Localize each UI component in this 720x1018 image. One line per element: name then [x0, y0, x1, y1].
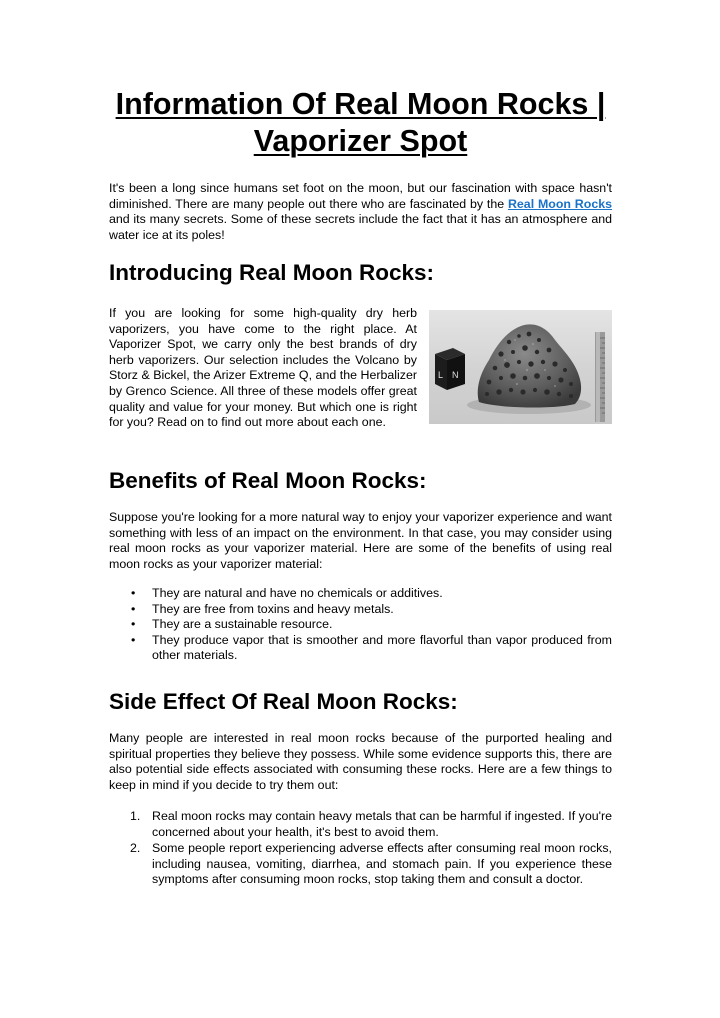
ruler-icon [595, 332, 605, 422]
moon-rock-illustration [429, 310, 612, 424]
benefits-body [109, 510, 612, 572]
list-item-text: They are free from toxins and heavy metals. [152, 601, 394, 616]
list-item [109, 602, 612, 618]
moon-rock-photo [429, 310, 612, 424]
list-item-text: Real moon rocks may contain heavy metals that can be harmful if ingested. If you're concerned about your health, it's best to avoid them. [152, 809, 612, 839]
intro-text-after-link: and its many secrets. Some of these secrets include the fact that it has an atmosphere and water ice at its poles! [109, 212, 612, 242]
cube-letter-top: L [438, 370, 444, 380]
page-title: Information Of Real Moon Rocks | Vaporizer Spot [115, 87, 606, 158]
list-item-text: They produce vapor that is smoother and more flavorful than vapor produced from other materials. [152, 632, 612, 663]
benefits-list [109, 586, 612, 664]
side-effects-section [109, 688, 612, 716]
benefits-list-block [109, 586, 612, 664]
bullet-icon: • [131, 617, 136, 632]
list-item [109, 617, 612, 633]
list-item [109, 586, 612, 602]
benefits-section [109, 467, 612, 495]
benefits-heading: Benefits of Real Moon Rocks: [109, 468, 427, 493]
introducing-paragraph: If you are looking for some high-quality dry herb vaporizers, you have come to the right place. At Vaporizer Spot, we carry only the best brands of dry herb vaporizers. Our selection includes the Volcano by Storz & Bickel, the Arizer Extreme Q, and the Herbalizer by Grenco Science. All three of these models offer great quality and value for your money. But which one is right for you? Read on to find out more about each one. [109, 306, 417, 430]
bullet-icon: • [131, 632, 136, 647]
side-effects-list-block [109, 809, 612, 888]
list-item-number: 2. [130, 841, 141, 856]
list-item [109, 809, 612, 840]
list-item-number: 1. [130, 809, 141, 823]
real-moon-rocks-link[interactable]: Real Moon Rocks [507, 196, 612, 211]
list-item [109, 841, 612, 888]
side-effects-heading: Side Effect Of Real Moon Rocks: [109, 689, 458, 714]
intro-text-before-link: It's been a long since humans set foot on the moon, but our fascination with space hasn't diminished. There are many people out there who are fascinated by the [109, 181, 612, 211]
introducing-heading: Introducing Real Moon Rocks: [109, 260, 435, 285]
benefits-paragraph: Suppose you're looking for a more natural way to enjoy your vaporizer experience and want something with less of an impact on the environment. In that case, you may consider using real moon rocks as your vaporizer material. Here are some of the benefits of using real moon rocks as your vaporizer material: [109, 510, 612, 571]
list-item-text: They are a sustainable resource. [152, 617, 333, 632]
introducing-section [109, 259, 612, 287]
list-item-text: They are natural and have no chemicals or additives. [152, 586, 443, 600]
cube-letter-side: N [452, 370, 459, 380]
intro-block [109, 181, 612, 243]
side-effects-body [109, 731, 612, 793]
side-effects-paragraph: Many people are interested in real moon rocks because of the purported healing and spiritual properties they believe they possess. While some evidence supports this, there are also potential side effects associated with consuming these rocks. Here are a few things to keep in mind if you decide to try them out: [109, 731, 612, 792]
list-item [109, 633, 612, 664]
bullet-icon: • [131, 586, 136, 600]
orientation-cube-icon [435, 348, 465, 390]
bullet-icon: • [131, 601, 136, 616]
side-effects-list [109, 809, 612, 888]
intro-paragraph [109, 181, 612, 243]
list-item-text: Some people report experiencing adverse effects after consuming real moon rocks, including nausea, vomiting, diarrhea, and stomach pain. If you experience these symptoms after consuming moon rocks, stop taking them and consult a doctor. [152, 841, 612, 887]
